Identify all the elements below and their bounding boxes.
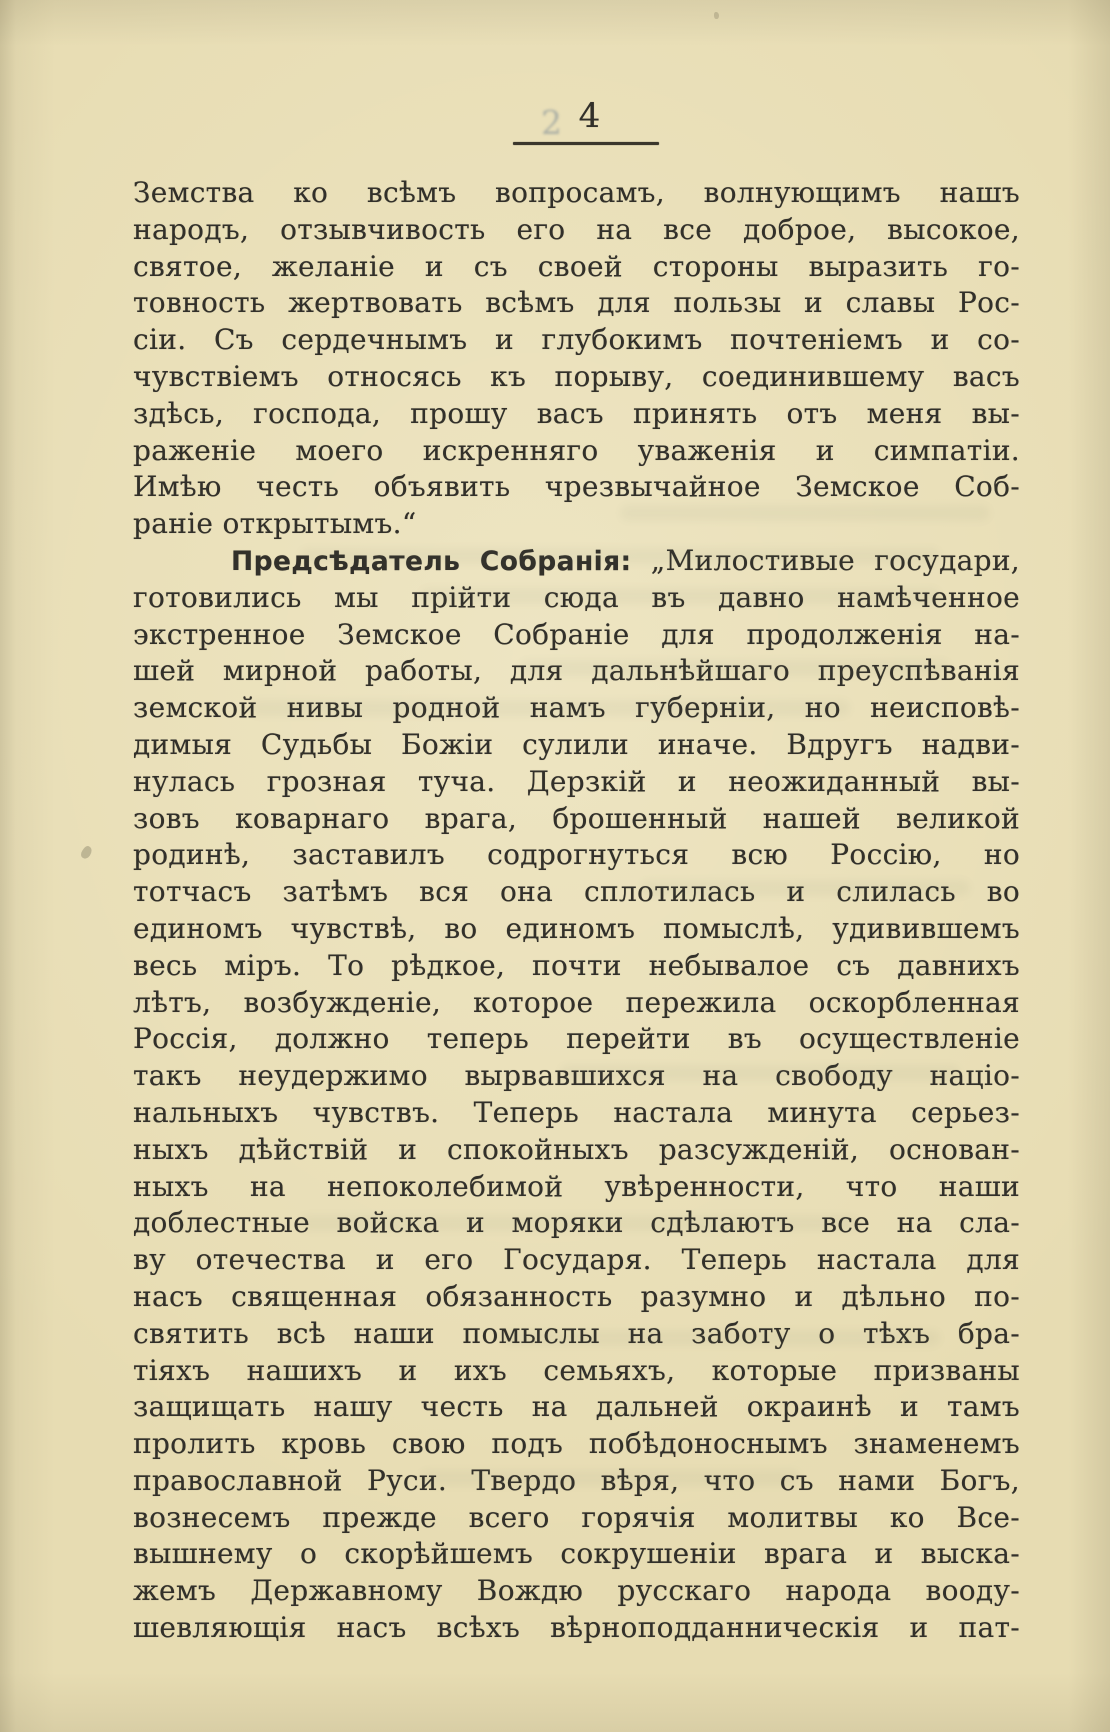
text-line: тотчасъ затѣмъ вся она сплотилась и слилась во xyxy=(133,875,1020,909)
text-line: сіи. Съ сердечнымъ и глубокимъ почтеніемъ и со- xyxy=(133,323,1020,357)
text-line: зовъ коварнаго врага, брошенный нашей великой xyxy=(133,801,1020,835)
text-line: православной Руси. Твердо вѣря, что съ нами Богъ, xyxy=(133,1463,1020,1497)
text-line: весь міръ. То рѣдкое, почти небывалое съ давнихъ xyxy=(133,948,1020,982)
text-line: шевляющія насъ всѣхъ вѣрноподданническія и пат- xyxy=(133,1611,1020,1645)
showthrough-smudge xyxy=(250,700,850,716)
text-line: ныхъ дѣйствій и спокойныхъ разсужденій, основан- xyxy=(133,1132,1020,1166)
showthrough-smudge xyxy=(560,1065,960,1081)
text-line: Земства ко всѣмъ вопросамъ, волнующимъ нашъ xyxy=(133,176,1020,209)
showthrough-smudge xyxy=(640,880,970,896)
text-line: шей мирной работы, для дальнѣйшаго преуспѣванія xyxy=(133,654,1020,688)
text-line: нулась грозная туча. Дерзкій и неожиданный вы- xyxy=(133,764,1020,798)
text-line: экстренное Земское Собраніе для продолженія на- xyxy=(133,617,1020,651)
showthrough-smudge xyxy=(420,1470,800,1486)
body-text xyxy=(133,175,1020,1647)
speaker-name: Предсѣдатель Собранія: xyxy=(231,545,632,577)
showthrough-smudge xyxy=(500,1330,940,1346)
text-line: святить всѣ наши помыслы на заботу о тѣхъ бра- xyxy=(133,1316,1020,1350)
ink-speck xyxy=(1000,230,1004,234)
text-line: святое, желаніе и съ своей стороны выразить го- xyxy=(133,249,1020,283)
text-line: защищать нашу честь на дальней окраинѣ и тамъ xyxy=(133,1390,1020,1424)
showthrough-smudge xyxy=(300,548,940,564)
text-line: нальныхъ чувствъ. Теперь настала минута серьез- xyxy=(133,1095,1020,1129)
text-line: ву отечества и его Государя. Теперь настала для xyxy=(133,1243,1020,1277)
text-line: тіяхъ нашихъ и ихъ семьяхъ, которые призваны xyxy=(133,1353,1020,1387)
text-line: насъ священная обязанность разумно и дѣльно по- xyxy=(133,1279,1020,1313)
ink-speck xyxy=(714,12,719,19)
text-line: димыя Судьбы Божіи сулили иначе. Вдругъ надви- xyxy=(133,727,1020,761)
text-line: здѣсь, господа, прошу васъ принять отъ меня вы- xyxy=(133,396,1020,430)
text-line: вознесемъ прежде всего горячія молитвы ко Все- xyxy=(133,1500,1020,1534)
text-line: Россія, должно теперь перейти въ осуществленіе xyxy=(133,1022,1020,1056)
showthrough-smudge xyxy=(620,505,990,521)
text-line: такъ неудержимо вырвавшихся на свободу націо- xyxy=(133,1059,1020,1093)
text-line: раженіе моего искренняго уваженія и симпатіи. xyxy=(133,433,1020,467)
text-line: раніе открытымъ.“ xyxy=(133,507,417,541)
text-line: единомъ чувствѣ, во единомъ помыслѣ, удивившемъ xyxy=(133,911,1020,945)
text-line: народъ, отзывчивость его на все доброе, высокое, xyxy=(133,212,1020,246)
text-line: родинѣ, заставилъ содрогнуться всю Россію, но xyxy=(133,838,1020,872)
showthrough-smudge xyxy=(520,660,950,676)
text-line: лѣтъ, возбужденіе, которое пережила оскорбленная xyxy=(133,985,1020,1019)
text-line: доблестные войска и моряки сдѣлаютъ все на сла- xyxy=(133,1206,1020,1240)
text-line: пролить кровь свою подъ побѣдоноснымъ знаменемъ xyxy=(133,1427,1020,1461)
page-number: 4 xyxy=(578,96,601,136)
text-line: ныхъ на непоколебимой увѣренности, что наши xyxy=(133,1169,1020,1203)
text-line: чувствіемъ относясь къ порыву, соединившему васъ xyxy=(133,359,1020,393)
showthrough-smudge xyxy=(300,1215,860,1231)
text-line: земской нивы родной намъ губерніи, но неисповѣ- xyxy=(133,691,1020,725)
ink-speck xyxy=(79,845,94,861)
text-line: вышнему о скорѣйшемъ сокрушеніи врага и выска- xyxy=(133,1537,1020,1571)
text-line: готовились мы прійти сюда въ давно намѣченное xyxy=(133,580,1020,614)
text-line: товность жертвовать всѣмъ для пользы и славы Рос- xyxy=(133,286,1020,320)
text-line: жемъ Державному Вождю русскаго народа вооду- xyxy=(133,1574,1020,1608)
ghost-page-number: 2 xyxy=(541,103,562,142)
page-number-rule xyxy=(513,142,659,145)
showthrough-smudge xyxy=(420,588,940,604)
speech-start: „Милостивые государи, xyxy=(650,543,1020,577)
text-line: Имѣю честь объявить чрезвычайное Земское Соб- xyxy=(133,470,1020,504)
